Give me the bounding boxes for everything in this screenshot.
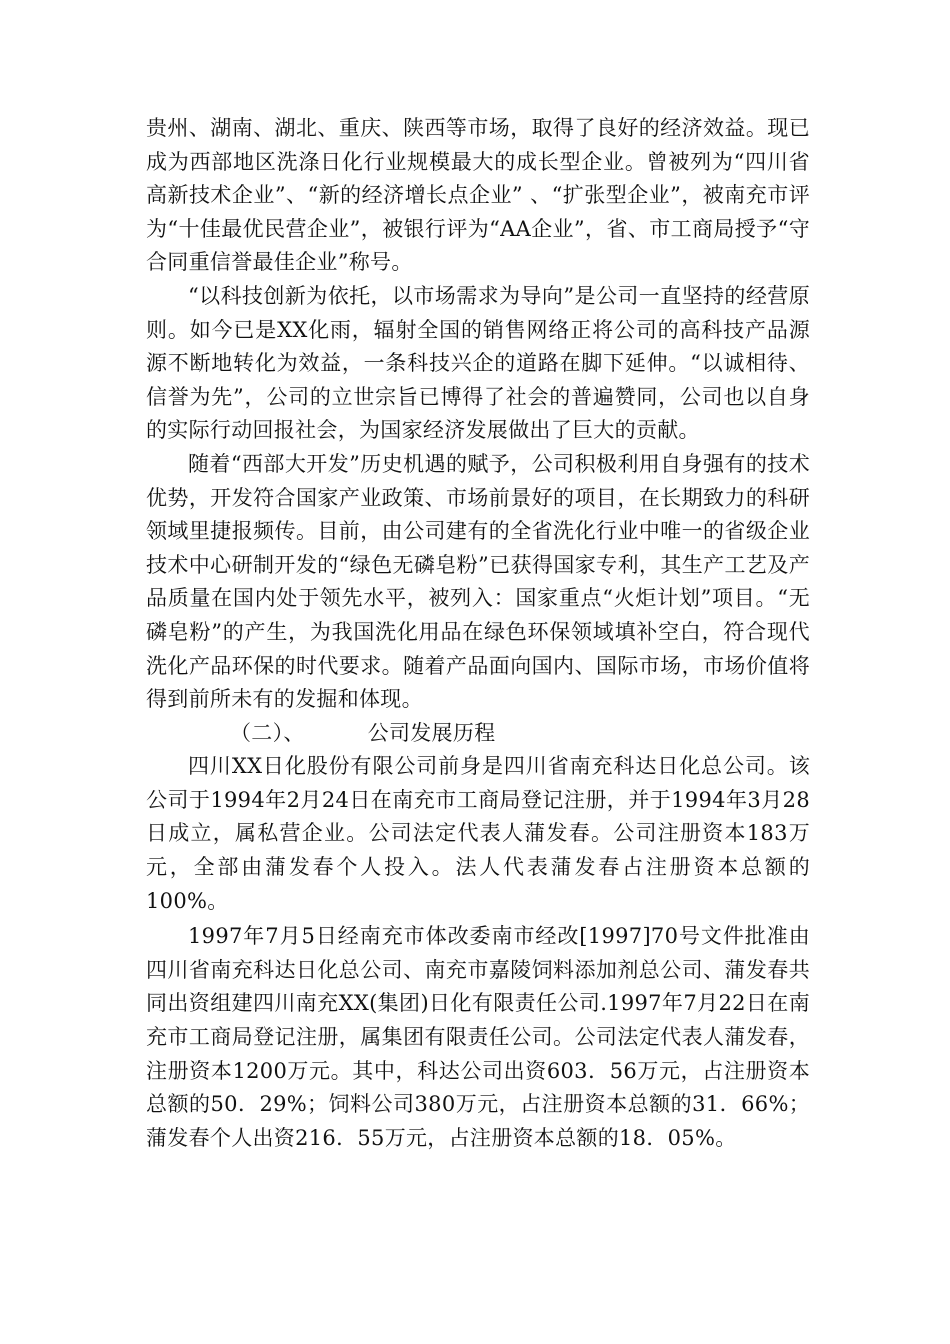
paragraph-group-formation: 1997年7月5日经南充市体改委南市经改[1997]70号文件批准由四川省南充科达日化总公司、南充市嘉陵饲料添加剂总公司、蒲发春共同出资组建四川南充XX(集团)日化有限责任公司.1997年7月22日在南充市工商局登记注册，属集团有限责任公司。公司法定代表人蒲发春，注册资本1200万元。其中，科达公司出资603．56万元，占注册资本总额的50．29%；饲料公司380万元，占注册资本总额的31．66%；蒲发春个人出资216．55万元，占注册资本总额的18．05%。 [146,924,810,1150]
paragraph-business-principle: “以科技创新为依托，以市场需求为导向”是公司一直坚持的经营原则。如今已是XX化雨，辐射全国的销售网络正将公司的高科技产品源源不断地转化为效益，一条科技兴企的道路在脚下延伸。“以诚相待、信誉为先”，公司的立世宗旨已博得了社会的普遍赞同，公司也以自身的实际行动回报社会，为国家经济发展做出了巨大的贡献。 [146,283,810,443]
paragraph-western-development: 随着“西部大开发”历史机遇的赋予，公司积极利用自身强有的技术优势，开发符合国家产业政策、市场前景好的项目，在长期致力的科研领域里捷报频传。目前，由公司建有的全省洗化行业中唯一的省级企业技术中心研制开发的“绿色无磷皂粉”已获得国家专利，其生产工艺及产品质量在国内处于领先水平，被列入：国家重点“火炬计划”项目。“无磷皂粉”的产生，为我国洗化用品在绿色环保领域填补空白，符合现代洗化产品环保的时代要求。随着产品面向国内、国际市场，市场价值将得到前所未有的发掘和体现。 [146,451,810,712]
section-heading [146,717,810,751]
paragraph-company-origin: 四川XX日化股份有限公司前身是四川省南充科达日化总公司。该公司于1994年2月24日在南充市工商局登记注册，并于1994年3月28日成立，属私营企业。公司法定代表人蒲发春。公司注册资本183万元，全部由蒲发春个人投入。法人代表蒲发春占注册资本总额的100%。 [146,754,810,913]
document-page [146,112,810,1155]
section-heading-number: （二）、 [230,720,305,745]
section-heading-title: 公司发展历程 [367,720,496,745]
paragraph-company-honors: 贵州、湖南、湖北、重庆、陕西等市场，取得了良好的经济效益。现已成为西部地区洗涤日化行业规模最大的成长型企业。曾被列为“四川省高新技术企业”、“新的经济增长点企业” 、“扩张型企业”，被南充市评为“十佳最优民营企业”，被银行评为“AA企业”，省、市工商局授予“守合同重信誉最佳企业”称号。 [146,116,810,275]
